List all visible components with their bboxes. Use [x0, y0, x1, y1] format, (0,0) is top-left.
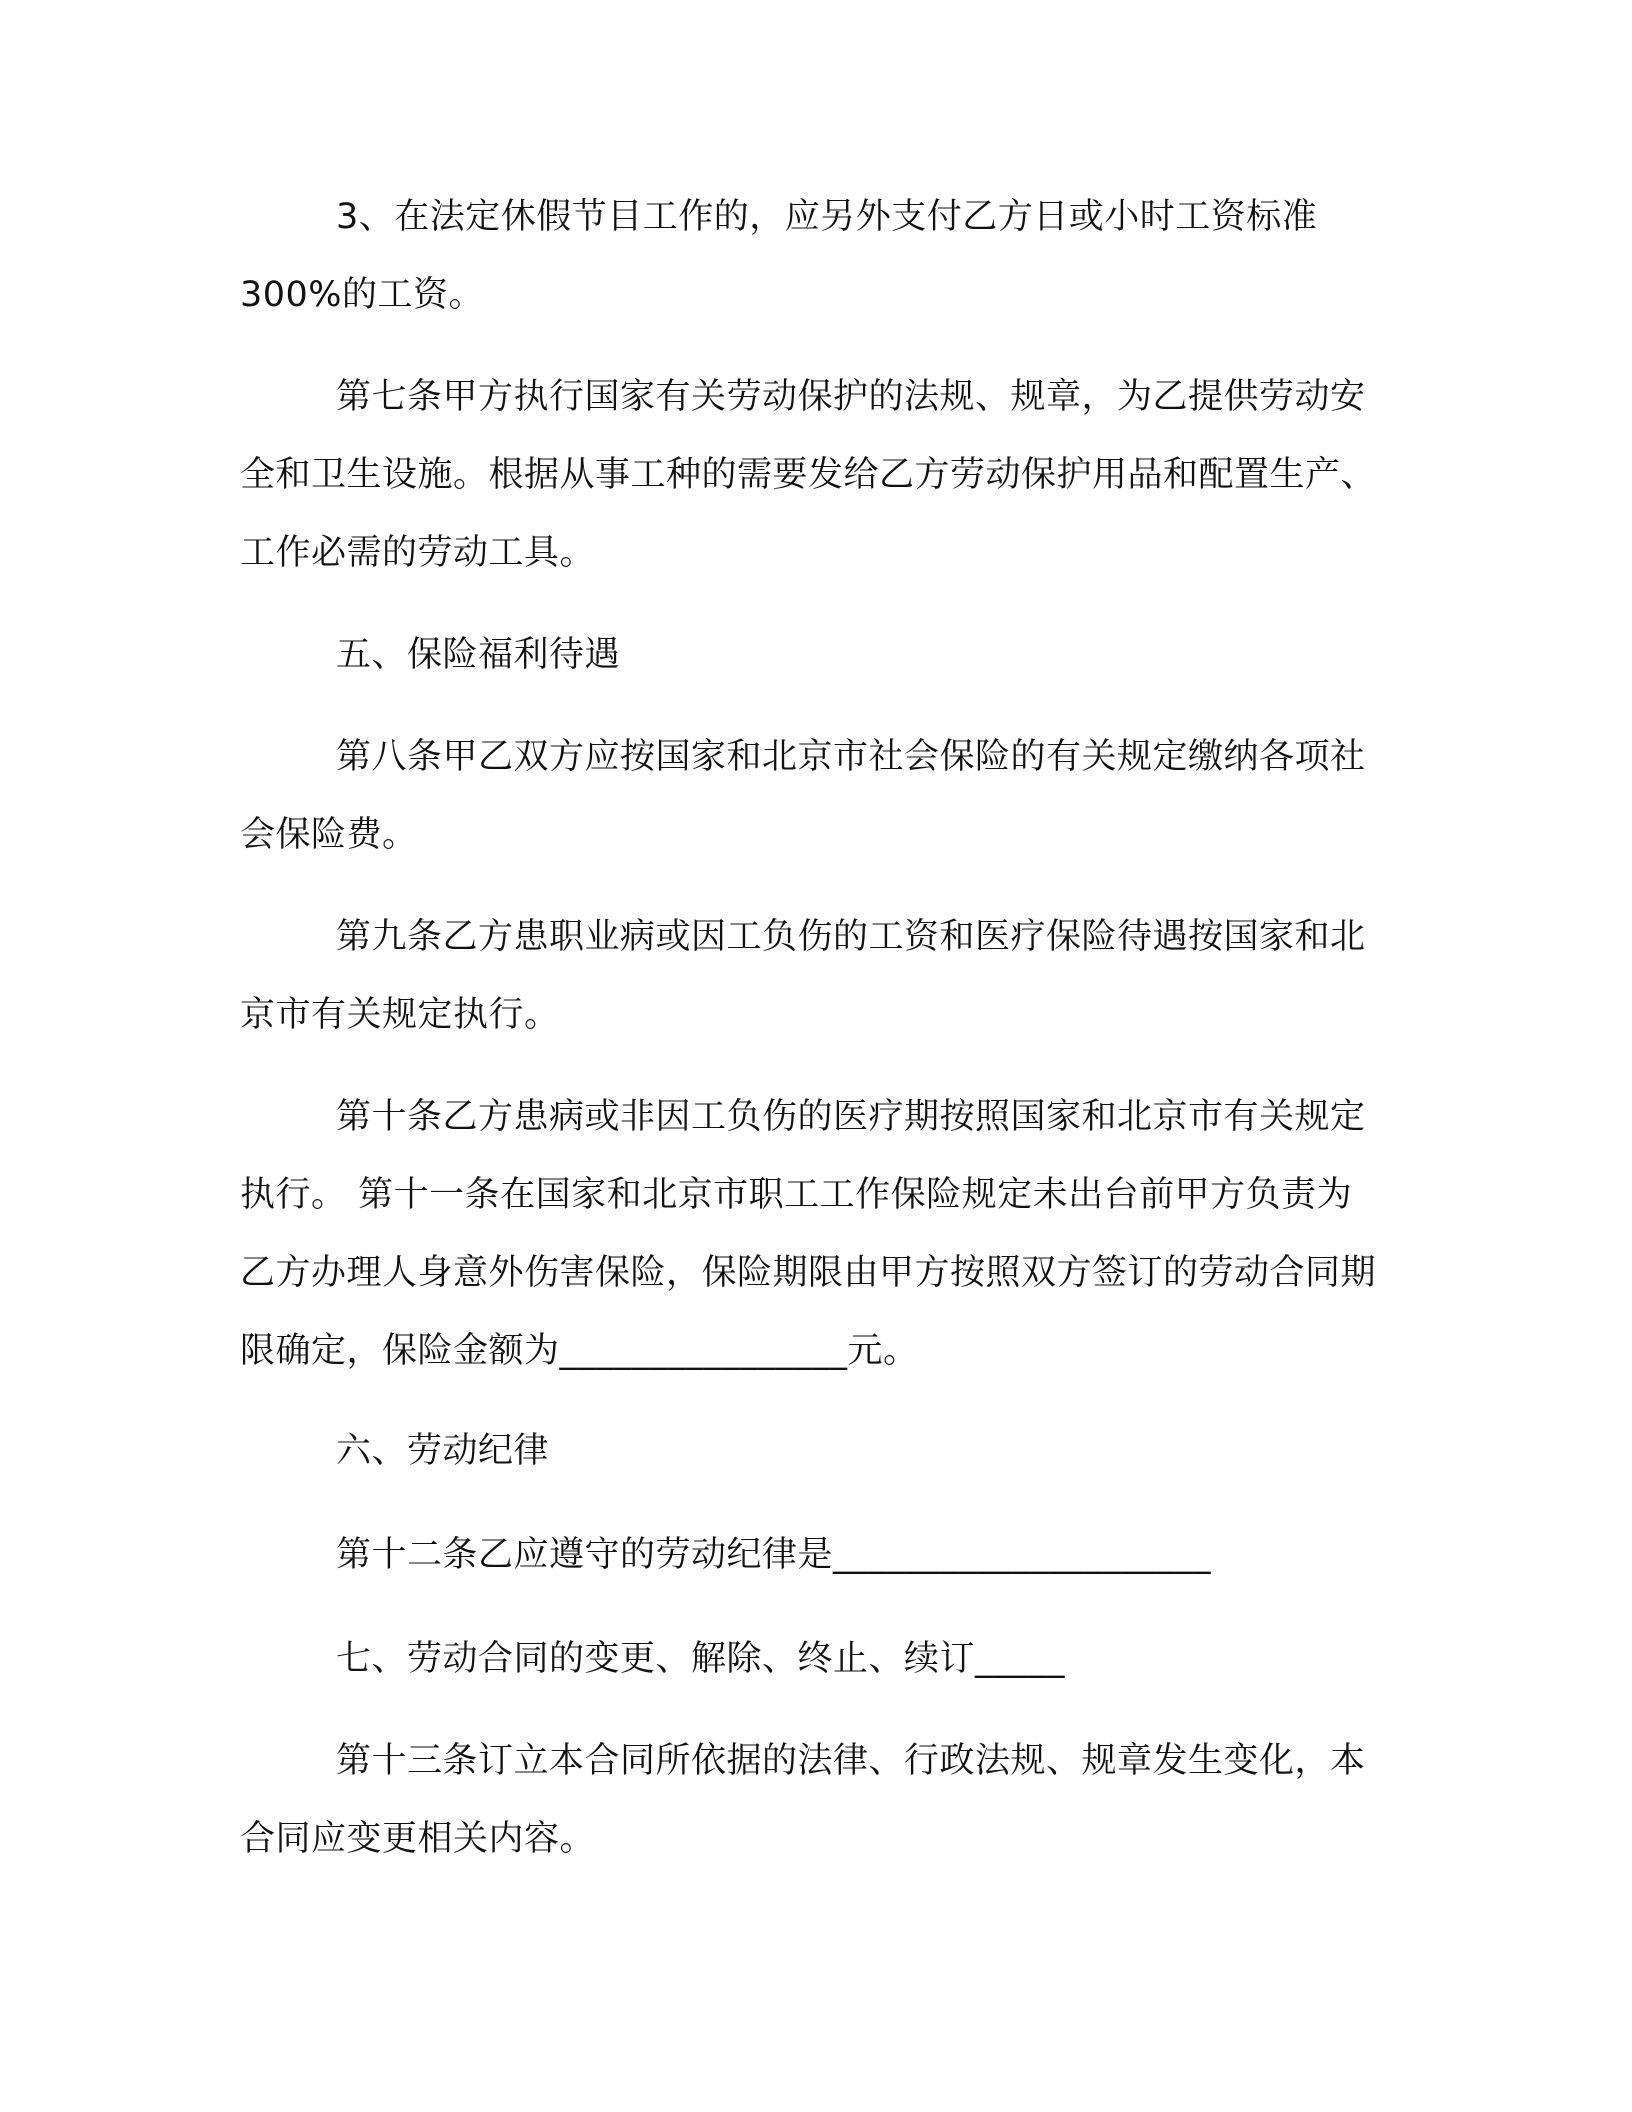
- paragraph-article-10-11: 第十条乙方患病或非因工负伤的医疗期按照国家和北京市有关规定执行。 第十一条在国家和北京市职工工作保险规定未出台前甲方负责为乙方办理人身意外伤害保险，保险期限由甲方按照双方签订的劳动合同期限确定，保险金额为________________元。: [240, 1097, 1377, 1371]
- paragraph-article-7: 第七条甲方执行国家有关劳动保护的法规、规章，为乙提供劳动安全和卫生设施。根据从事工种的需要发给乙方劳动保护用品和配置生产、工作必需的劳动工具。: [240, 377, 1377, 573]
- section-heading-contract-changes: 七、劳动合同的变更、解除、终止、续订_____: [336, 1639, 1066, 1679]
- section-heading-insurance: 五、保险福利待遇: [336, 635, 621, 675]
- paragraph-article-9: 第九条乙方患职业病或因工负伤的工资和医疗保险待遇按国家和北京市有关规定执行。: [240, 917, 1366, 1035]
- paragraph-article-13: 第十三条订立本合同所依据的法律、行政法规、规章发生变化，本合同应变更相关内容。: [240, 1741, 1366, 1859]
- section-heading-discipline: 六、劳动纪律: [336, 1431, 550, 1471]
- paragraph-overtime-holiday: 3、在法定休假节目工作的，应另外支付乙方日或小时工资标准300%的工资。: [240, 197, 1318, 315]
- paragraph-article-12: 第十二条乙应遵守的劳动纪律是_____________________: [336, 1535, 1212, 1575]
- paragraph-article-8: 第八条甲乙双方应按国家和北京市社会保险的有关规定缴纳各项社会保险费。: [240, 737, 1366, 855]
